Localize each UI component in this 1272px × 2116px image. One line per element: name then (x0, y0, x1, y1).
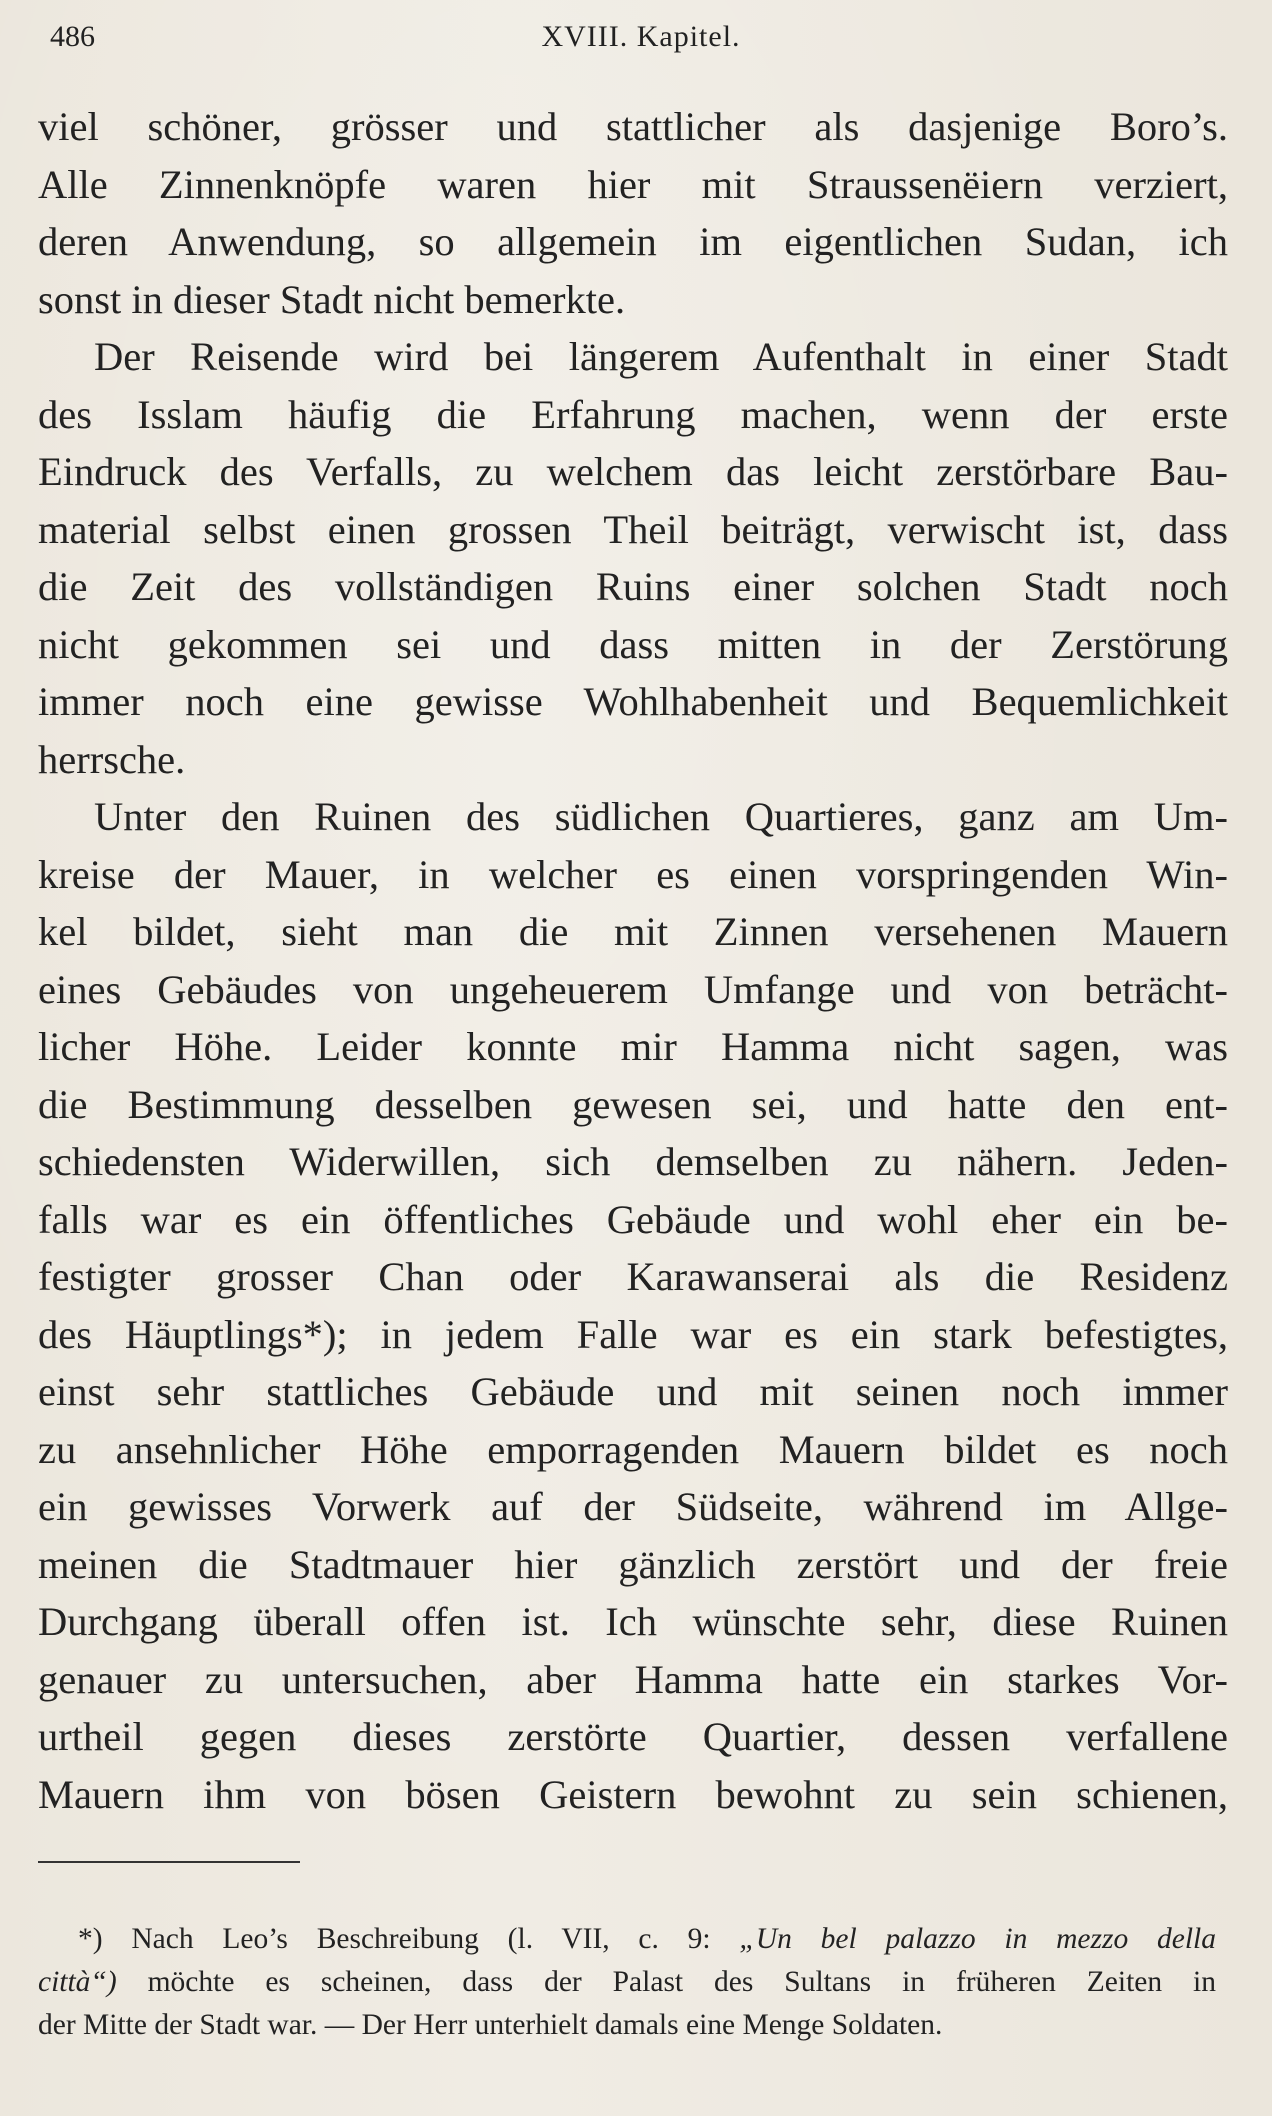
text-line: eines Gebäudes von ungeheuerem Umfange und von beträcht- (38, 966, 1228, 1012)
text-line: Durchgang überall offen ist. Ich wünschte sehr, diese Ruinen (38, 1599, 1228, 1644)
text-line: genauer zu untersuchen, aber Hamma hatte ein starkes Vor- (38, 1656, 1228, 1702)
text-line: kreise der Mauer, in welcher es einen vorspringenden Win- (38, 851, 1228, 897)
text-line: des Häuptlings*); in jedem Falle war es ein stark befestigtes, (38, 1311, 1228, 1357)
text-line: des Isslam häufig die Erfahrung machen, wenn der erste (38, 391, 1228, 437)
footnote-line (38, 1961, 1216, 2004)
text-line: festigter grosser Chan oder Karawanserai als die Residenz (38, 1254, 1228, 1299)
page-number: 486 (50, 20, 95, 53)
text-line: Eindruck des Verfalls, zu welchem das leicht zerstörbare Bau- (38, 449, 1228, 494)
text-line: meinen die Stadtmauer hier gänzlich zerstört und der freie (38, 1541, 1228, 1587)
body-text (38, 98, 1228, 1823)
text-line: material selbst einen grossen Theil beiträgt, verwischt ist, dass (38, 506, 1228, 552)
text-line: zu ansehnlicher Höhe emporragenden Mauern bildet es noch (38, 1426, 1228, 1472)
text-line: die Zeit des vollständigen Ruins einer solchen Stadt noch (38, 564, 1228, 609)
footnote-text: möchte es scheinen, dass der Palast des Sultans in früheren Zeiten in (116, 1966, 1216, 1998)
text-line: deren Anwendung, so allgemein im eigentlichen Sudan, ich (38, 219, 1228, 264)
text-line: einst sehr stattliches Gebäude und mit seinen noch immer (38, 1369, 1228, 1414)
text-line: urtheil gegen dieses zerstörte Quartier, dessen verfallene (38, 1714, 1228, 1759)
text-line: Alle Zinnenknöpfe waren hier mit Straussenëiern verziert, (38, 161, 1228, 207)
text-line: ein gewisses Vorwerk auf der Südseite, während im Allge- (38, 1484, 1228, 1529)
footnote-quote: città“) (38, 1966, 117, 1998)
footnote-quote: „Un bel palazzo in mezzo della (739, 1923, 1216, 1955)
text-line: Unter den Ruinen des südlichen Quartieres, ganz am Um- (94, 794, 1228, 839)
text-line: kel bildet, sieht man die mit Zinnen versehenen Mauern (38, 909, 1228, 954)
text-line: licher Höhe. Leider konnte mir Hamma nicht sagen, was (38, 1024, 1228, 1069)
text-line: schiedensten Widerwillen, sich demselben zu nähern. Jeden- (38, 1139, 1228, 1184)
text-line: falls war es ein öffentliches Gebäude und wohl eher ein be- (38, 1196, 1228, 1242)
text-line: Der Reisende wird bei längerem Aufenthalt in einer Stadt (94, 334, 1228, 379)
text-line: herrsche. (38, 736, 186, 782)
footnote-line: der Mitte der Stadt war. — Der Herr unterhielt damals eine Menge Soldaten. (38, 2009, 943, 2041)
text-line: die Bestimmung desselben gewesen sei, und hatte den ent- (38, 1081, 1228, 1127)
footnote (38, 1918, 1216, 2047)
text-line: sonst in dieser Stadt nicht bemerkte. (38, 276, 626, 322)
text-line: immer noch eine gewisse Wohlhabenheit und Bequemlichkeit (38, 679, 1228, 724)
page-header (50, 20, 1232, 60)
text-line: viel schöner, grösser und stattlicher als dasjenige Boro’s. (38, 104, 1228, 149)
text-line: nicht gekommen sei und dass mitten in der Zerstörung (38, 621, 1228, 667)
text-line: Mauern ihm von bösen Geistern bewohnt zu sein schienen, (38, 1771, 1228, 1817)
footnote-rule (38, 1861, 300, 1863)
running-head: XVIII. Kapitel. (541, 20, 741, 53)
footnote-text: *) Nach Leo’s Beschreibung (l. VII, c. 9: (78, 1923, 740, 1955)
footnote-line (38, 1918, 1216, 1961)
